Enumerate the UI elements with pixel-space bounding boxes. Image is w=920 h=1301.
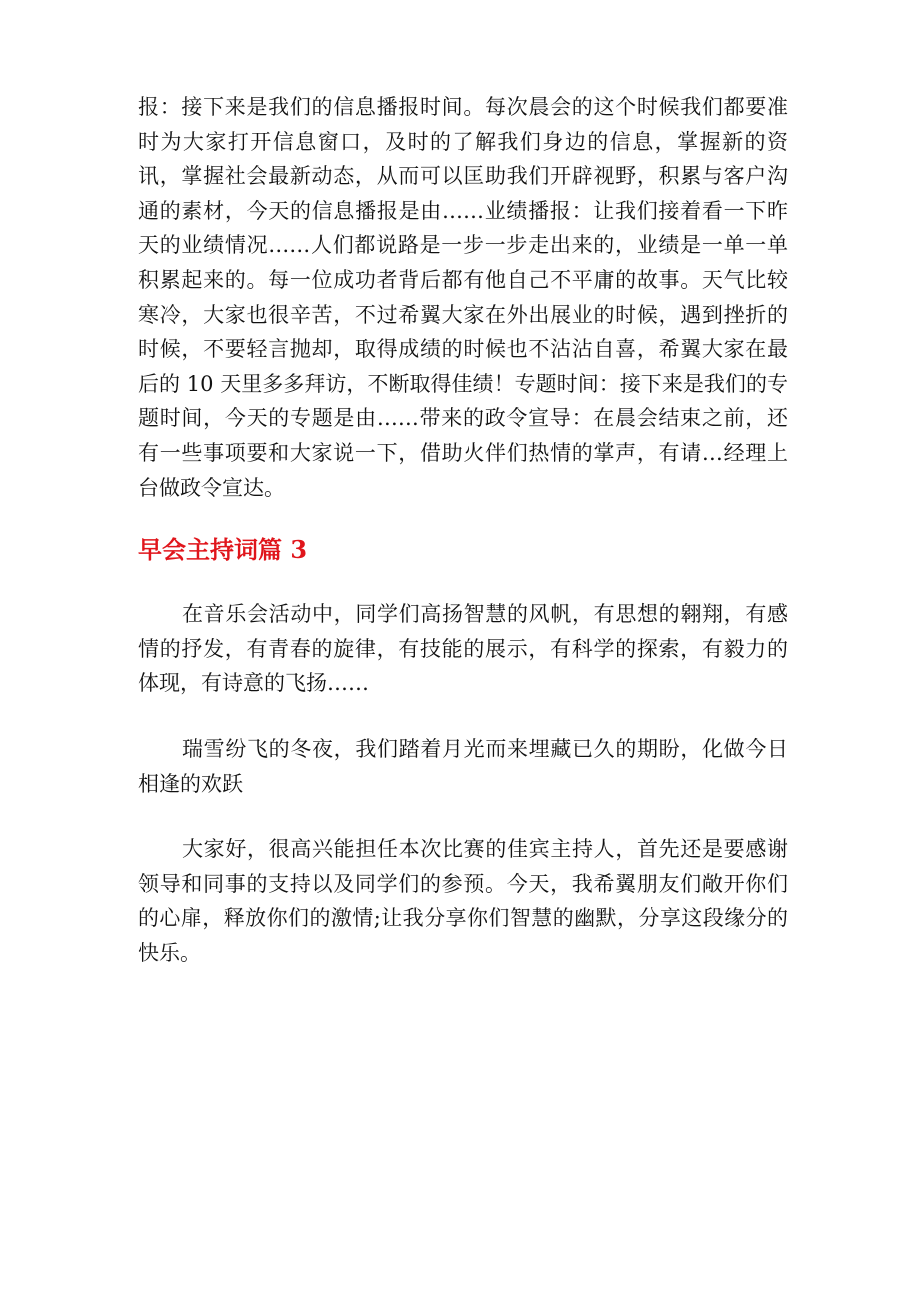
body-paragraph: 在音乐会活动中，同学们高扬智慧的风帆，有思想的翱翔，有感情的抒发，有青春的旋律，有技能的展示，有科学的探索，有毅力的体现，有诗意的飞扬…… <box>138 602 788 696</box>
document-page <box>138 90 788 970</box>
body-paragraph: 瑞雪纷飞的冬夜，我们踏着月光而来埋藏已久的期盼，化做今日相逢的欢跃 <box>138 736 788 796</box>
section-title: 早会主持词篇 3 <box>138 535 308 565</box>
body-paragraph: 大家好，很高兴能担任本次比赛的佳宾主持人，首先还是要感谢领导和同事的支持以及同学们的参预。今天，我希翼朋友们敞开你们的心扉，释放你们的激情;让我分享你们智慧的幽默，分享这段缘分的快乐。 <box>138 837 788 965</box>
body-paragraph: 报：接下来是我们的信息播报时间。每次晨会的这个时候我们都要准时为大家打开信息窗口，及时的了解我们身边的信息，掌握新的资讯，掌握社会最新动态，从而可以匡助我们开辟视野，积累与客户沟通的素材，今天的信息播报是由……业绩播报：让我们接着看一下昨天的业绩情况……人们都说路是一步一步走出来的，业绩是一单一单积累起来的。每一位成功者背后都有他自己不平庸的故事。天气比较寒冷，大家也很辛苦，不过希翼大家在外出展业的时候，遇到挫折的时候，不要轻言抛却，取得成绩的时候也不沾沾自喜，希翼大家在最后的 10 天里多多拜访，不断取得佳绩！专题时间：接下来是我们的专题时间，今天的专题是由……带来的政令宣导：在晨会结束之前，还有一些事项要和大家说一下，借助火伴们热情的掌声，有请…经理上台做政令宣达。 <box>138 95 788 500</box>
